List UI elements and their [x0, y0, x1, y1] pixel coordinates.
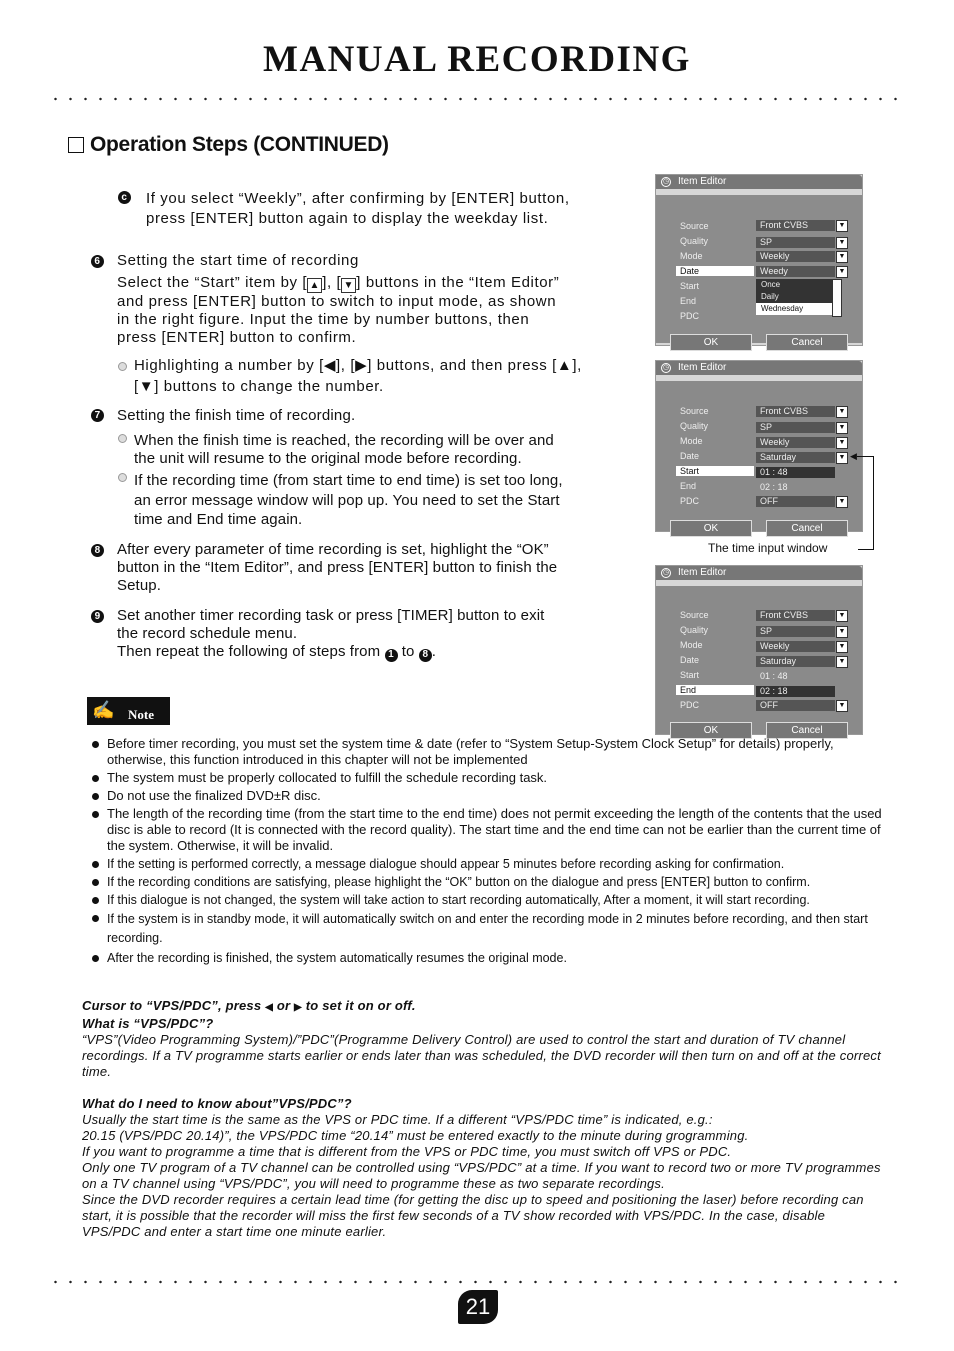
dropdown-arrow-icon[interactable]: ▼ [836, 496, 848, 508]
value-end-time[interactable]: 02 : 18 [756, 686, 835, 697]
label-quality: Quality [680, 421, 709, 431]
label-pdc: PDC [680, 496, 700, 506]
step-9-l2: the record schedule menu. [117, 625, 298, 642]
list-item: If the recording conditions are satisfying, please highlight the “OK” button on the dialogue and press [ENTER] button to confirm. [91, 874, 891, 890]
label-quality: Quality [680, 625, 709, 635]
dropdown-arrow-icon[interactable]: ▼ [836, 237, 848, 249]
step-badge-9: 9 [91, 610, 104, 623]
note-badge [87, 697, 170, 725]
value-quality[interactable]: SP [756, 237, 835, 248]
writing-hand-icon: ✍ [92, 700, 115, 720]
step-7-b2: an error message window will pop up. You need to set the Start [134, 491, 560, 509]
clock-icon: ◷ [662, 569, 670, 576]
left-arrow-icon: ◀ [265, 1002, 274, 1013]
step-ref-1: 1 [385, 649, 398, 662]
vps-answer-1: “VPS”(Video Programming System)/”PDC”(Programme Delivery Control) are used to control the start and duration of TV channel recordings. If a TV programme starts earlier or ends later than was scheduled, the DVD recorder will then turn on and off at the correct time. [82, 1032, 881, 1079]
section-title: Operation Steps (CONTINUED) [90, 133, 389, 156]
up-arrow-icon: ▲ [556, 357, 573, 374]
label-start: Start [680, 281, 700, 291]
step-7-heading: Setting the finish time of recording. [117, 407, 356, 424]
label-source: Source [680, 406, 709, 416]
step-ref-8: 8 [419, 649, 432, 662]
vps-pdc-section [82, 998, 882, 1240]
page-number: 21 [458, 1290, 498, 1324]
top-divider [48, 97, 908, 101]
list-item: The system must be properly collocated to fulfill the schedule recording task. [91, 770, 891, 786]
dropdown-arrow-icon[interactable]: ▼ [836, 422, 848, 434]
sub-bullet-icon [118, 434, 127, 443]
step-7-a2: the unit will resume to the original mode before recording. [134, 450, 522, 467]
vps-paragraph: Only one TV program of a TV channel can be controlled using “VPS/PDC” at a time. If you want to record two or more TV programmes on a TV channel using “VPS/PDC”, you will need to programme these as two separate recordings. [82, 1160, 881, 1191]
value-date[interactable]: Saturday [756, 452, 835, 463]
value-source[interactable]: Front CVBS [756, 610, 835, 621]
editor-title-bar: ◷ Item Editor [656, 361, 862, 375]
dropdown-arrow-icon[interactable]: ▼ [836, 626, 848, 638]
time-input-caption: The time input window [708, 541, 828, 555]
page-title: MANUAL RECORDING [263, 39, 691, 80]
dropdown-arrow-icon[interactable]: ▼ [836, 220, 848, 232]
callout-line [873, 456, 874, 549]
step-c-line1: If you select “Weekly”, after confirming by [ENTER] button, [146, 190, 570, 207]
step-9-l1: Set another timer recording task or press [TIMER] button to exit [117, 607, 545, 624]
left-arrow-icon: ◀ [323, 357, 337, 374]
vps-paragraph: Since the DVD recorder requires a certain lead time (for getting the disc up to speed and positioning the laser) before recording can start, it is possible that the recorder will miss the first few seconds of a TV show recorded with VPS/PDC. In the case, disable VPS/PDC and enter a start time one minute earlier. [82, 1192, 864, 1239]
list-item: If this dialogue is not changed, the system will take action to start recording automatically, After a moment, it will start recording. [91, 892, 891, 908]
value-start-time[interactable]: 01 : 48 [756, 467, 835, 478]
clock-icon: ◷ [662, 364, 670, 371]
value-pdc[interactable]: OFF [756, 496, 835, 507]
step-badge-c: c [118, 191, 131, 204]
weekday-list-scrollbar[interactable] [832, 279, 842, 317]
step-c [118, 190, 638, 228]
vps-paragraph: If you want to programme a time that is different from the VPS or PDC time, you must switch off VPS or PDC. [82, 1144, 732, 1159]
value-end-time[interactable]: 02 : 18 [760, 482, 788, 492]
list-item: Before timer recording, you must set the system time & date (refer to “System Setup-System Clock Setup” for details) properly, otherwise, this function introduced in this chapter will not be implemented [91, 736, 891, 768]
label-source: Source [680, 221, 709, 231]
clock-icon: ◷ [662, 178, 670, 185]
label-mode: Mode [680, 640, 703, 650]
step-6 [91, 252, 641, 347]
step-8-l1: After every parameter of time recording is set, highlight the “OK” [117, 541, 549, 558]
value-quality[interactable]: SP [756, 626, 835, 637]
label-end-selected[interactable]: End [676, 685, 754, 695]
value-pdc[interactable]: OFF [756, 700, 835, 711]
label-date: Date [680, 655, 700, 665]
sub-bullet-icon [118, 362, 127, 371]
step-badge-8: 8 [91, 544, 104, 557]
value-source[interactable]: Front CVBS [756, 220, 835, 231]
notes-list [91, 736, 891, 968]
step-7-sub-b [118, 471, 643, 530]
list-item: If the setting is performed correctly, a message dialogue should appear 5 minutes before recording asking for confirmation. [91, 856, 891, 872]
editor-title-bar: ◷ Item Editor [656, 566, 862, 580]
label-end: End [680, 296, 697, 306]
ok-button[interactable]: OK [670, 722, 752, 739]
step-6-line3: in the right figure. Input the time by number buttons, then [117, 311, 530, 328]
list-item: The length of the recording time (from the start time to the end time) does not permit exceeding the length of the contents that the used disc is able to record (It is connected with the record quality). The start time and the end time can not be earlier than the current time of the system. Otherwise, it will be invalid. [91, 806, 891, 854]
step-6-sub [118, 357, 643, 396]
dropdown-arrow-icon[interactable]: ▼ [836, 700, 848, 712]
label-start-selected[interactable]: Start [676, 466, 754, 476]
vps-cursor-line: Cursor to “VPS/PDC”, press ◀ or ▶ to set it on or off. [82, 998, 416, 1013]
callout-arrow-icon: ◀ [850, 451, 857, 461]
bottom-divider [48, 1280, 908, 1284]
list-item: After the recording is finished, the system automatically resumes the original mode. [91, 950, 891, 966]
step-8-l2: button in the “Item Editor”, and press [ENTER] button to finish the [117, 559, 558, 576]
step-6-line1: Select the “Start” item by [ ▲ ], [ ▼ ] buttons in the “Item Editor” [117, 274, 560, 291]
dropdown-arrow-icon[interactable]: ▼ [836, 610, 848, 622]
label-mode: Mode [680, 251, 703, 261]
step-6-line4: press [ENTER] button to confirm. [117, 329, 357, 346]
callout-line [858, 549, 874, 550]
editor-title-bar: ◷ Item Editor [656, 175, 862, 189]
step-badge-7: 7 [91, 409, 104, 422]
label-pdc: PDC [680, 700, 700, 710]
step-8-l3: Setup. [117, 577, 161, 594]
section-heading [68, 133, 389, 157]
label-source: Source [680, 610, 709, 620]
right-arrow-icon: ▶ [294, 1002, 302, 1013]
label-pdc: PDC [680, 311, 700, 321]
dropdown-arrow-icon[interactable]: ▼ [836, 452, 848, 464]
step-6-line2: and press [ENTER] button to switch to input mode, as shown [117, 293, 557, 310]
step-8 [91, 541, 636, 595]
item-editor-end [655, 565, 863, 735]
sub-bullet-icon [118, 473, 127, 482]
cancel-button[interactable]: Cancel [766, 722, 848, 739]
checkbox-square-icon [68, 137, 84, 153]
value-start-time[interactable]: 01 : 48 [760, 671, 788, 681]
dropdown-arrow-icon[interactable]: ▼ [836, 437, 848, 449]
step-6-sub-line2: [▼] buttons to change the number. [134, 378, 384, 395]
weekday-list[interactable] [756, 279, 837, 315]
weekday-option-selected[interactable]: Wednesday [756, 303, 837, 315]
value-date[interactable]: Weedy [756, 266, 835, 277]
label-date-selected[interactable]: Date [676, 266, 754, 276]
vps-paragraph: 20.15 (VPS/PDC 20.14)”, the VPS/PDC time “20.14” must be entered exactly to the minute during grogramming. [82, 1128, 749, 1143]
dropdown-arrow-icon[interactable]: ▼ [836, 656, 848, 668]
dropdown-arrow-icon[interactable]: ▼ [836, 406, 848, 418]
down-arrow-icon: ▼ [138, 378, 155, 395]
step-badge-6: 6 [91, 255, 104, 268]
step-9 [91, 607, 636, 662]
value-mode[interactable]: Weekly [756, 251, 835, 262]
value-mode[interactable]: Weekly [756, 437, 835, 448]
value-date[interactable]: Saturday [756, 656, 835, 667]
value-source[interactable]: Front CVBS [756, 406, 835, 417]
left-arrow-icon: ▲ [307, 278, 322, 293]
value-mode[interactable]: Weekly [756, 641, 835, 652]
dropdown-arrow-icon[interactable]: ▼ [836, 641, 848, 653]
vps-question-2: What do I need to know about”VPS/PDC”? [82, 1096, 352, 1111]
cancel-button[interactable]: Cancel [766, 520, 848, 537]
label-start: Start [680, 670, 700, 680]
step-6-sub-line1: Highlighting a number by [◀], [▶] buttons, and then press [▲], [134, 357, 582, 374]
list-item: If the system is in standby mode, it will automatically switch on and enter the recording mode in 2 minutes before recording, and then start recording. [91, 910, 891, 948]
item-editor-weekday [655, 174, 863, 346]
callout-line [857, 456, 873, 457]
dropdown-arrow-icon[interactable]: ▼ [836, 266, 848, 278]
weekday-option[interactable]: Daily [761, 292, 779, 301]
step-7-a1: When the finish time is reached, the recording will be over and [134, 432, 554, 449]
vps-paragraph: Usually the start time is the same as the VPS or PDC time. If a different “VPS/PDC time” is indicated, e.g.: [82, 1112, 713, 1127]
right-arrow-icon: ▶ [355, 357, 368, 374]
vps-question-1: What is “VPS/PDC”? [82, 1016, 214, 1031]
step-7-sub-a [118, 432, 643, 468]
dropdown-arrow-icon[interactable]: ▼ [836, 251, 848, 263]
label-mode: Mode [680, 436, 703, 446]
step-7-b1: If the recording time (from start time to end time) is set too long, [134, 472, 563, 489]
step-c-line2: press [ENTER] button again to display the weekday list. [146, 210, 549, 227]
label-end: End [680, 481, 697, 491]
label-date: Date [680, 451, 700, 461]
step-9-l3: Then repeat the following of steps from 1 to 8 . [117, 643, 437, 660]
ok-button[interactable]: OK [670, 520, 752, 537]
note-label: Note [128, 707, 154, 722]
list-item: Do not use the finalized DVD±R disc. [91, 788, 891, 804]
value-quality[interactable]: SP [756, 422, 835, 433]
step-6-heading: Setting the start time of recording [117, 252, 359, 269]
step-7-b3: time and End time again. [134, 511, 303, 528]
weekday-option[interactable]: Once [761, 280, 781, 289]
label-quality: Quality [680, 236, 709, 246]
down-arrow-icon: ▼ [341, 278, 356, 293]
ok-button[interactable]: OK [670, 334, 752, 351]
cancel-button[interactable]: Cancel [766, 334, 848, 351]
item-editor-start [655, 360, 863, 532]
step-7 [91, 407, 631, 425]
